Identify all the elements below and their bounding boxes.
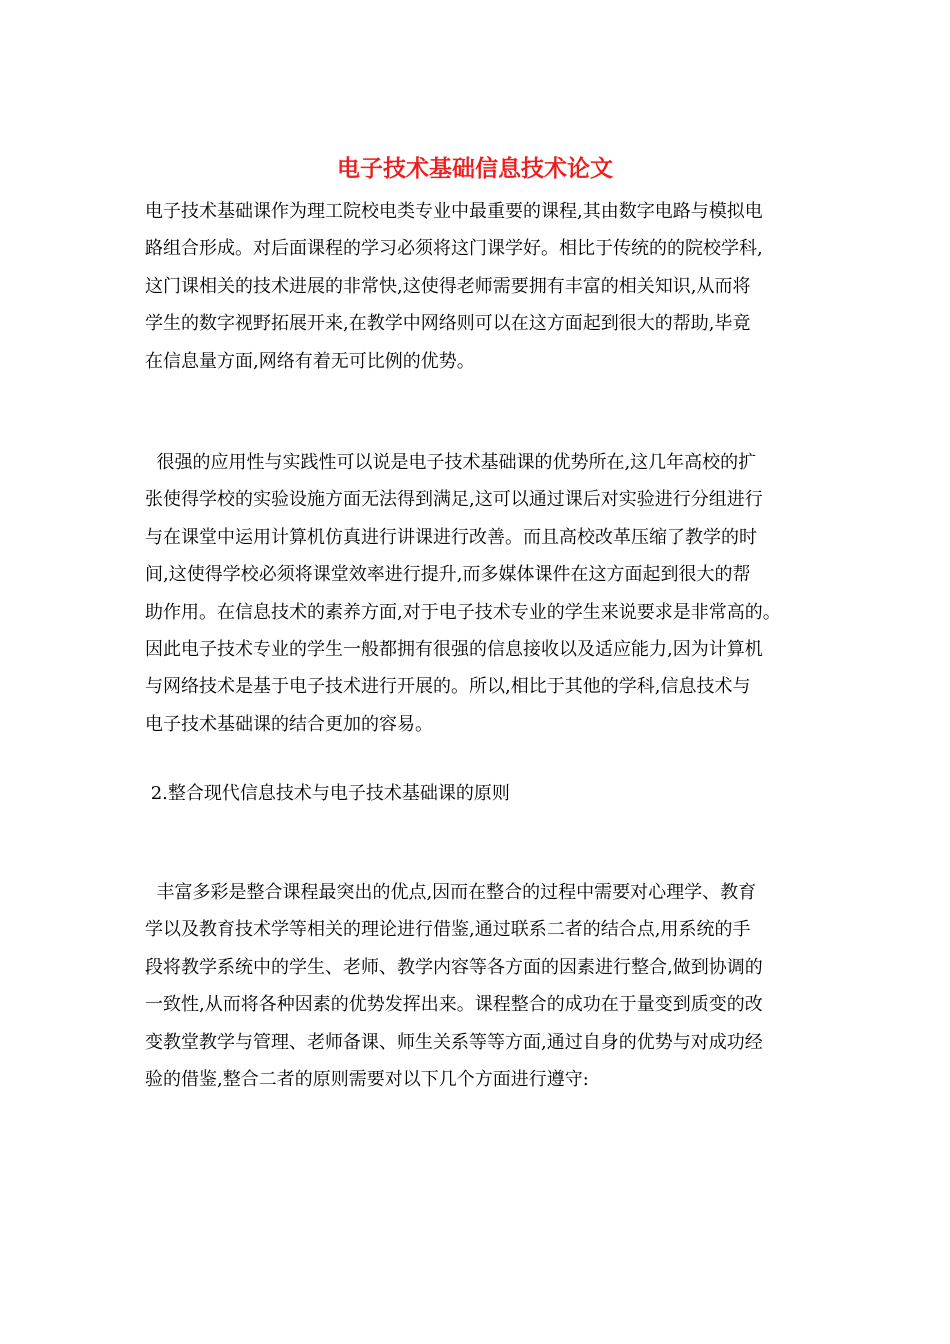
paragraph-line: 与网络技术是基于电子技术进行开展的。所以,相比于其他的学科,信息技术与 (145, 676, 751, 698)
paragraph-line: 变教堂教学与管理、老师备课、师生关系等等方面,通过自身的优势与对成功经 (145, 1031, 763, 1053)
paragraph-line: 电子技术基础课作为理工院校电类专业中最重要的课程,其由数字电路与模拟电 (145, 201, 763, 222)
paragraph-line: 因此电子技术专业的学生一般都拥有很强的信息接收以及适应能力,因为计算机 (145, 638, 763, 660)
section-heading (145, 775, 835, 812)
paragraph-line: 在信息量方面,网络有着无可比例的优势。 (145, 350, 475, 372)
document-title: 电子技术基础信息技术论文 (337, 155, 613, 182)
paragraph-line: 与在课堂中运用计算机仿真进行讲课进行改善。而且高校改革压缩了教学的时 (145, 526, 757, 548)
paragraph-line: 丰富多彩是整合课程最突出的优点,因而在整合的过程中需要对心理学、教育 (145, 882, 757, 903)
paragraph-application (145, 444, 835, 743)
paragraph-line: 学生的数字视野拓展开来,在教学中网络则可以在这方面起到很大的帮助,毕竟 (145, 313, 751, 335)
paragraph-line: 张使得学校的实验设施方面无法得到满足,这可以通过课后对实验进行分组进行 (145, 489, 763, 511)
paragraph-intro (145, 193, 835, 380)
paragraph-line: 一致性,从而将各种因素的优势发挥出来。课程整合的成功在于量变到质变的改 (145, 994, 763, 1016)
paragraph-line: 电子技术基础课的结合更加的容易。 (145, 713, 433, 735)
paragraph-line: 间,这使得学校必须将课堂效率进行提升,而多媒体课件在这方面起到很大的帮 (145, 564, 751, 586)
paragraph-line: 很强的应用性与实践性可以说是电子技术基础课的优势所在,这几年高校的扩 (145, 452, 757, 473)
paragraph-line: 学以及教育技术学等相关的理论进行借鉴,通过联系二者的结合点,用系统的手 (145, 919, 751, 941)
paragraph-line: 验的借鉴,整合二者的原则需要对以下几个方面进行遵守: (145, 1068, 589, 1090)
paragraph-principles (145, 874, 835, 1098)
paragraph-line: 助作用。在信息技术的素养方面,对于电子技术专业的学生来说要求是非常高的。 (145, 601, 781, 623)
paragraph-line: 这门课相关的技术进展的非常快,这使得老师需要拥有丰富的相关知识,从而将 (145, 275, 751, 297)
paragraph-line: 路组合形成。对后面课程的学习必须将这门课学好。相比于传统的的院校学科, (145, 238, 763, 260)
section-heading-text: 2.整合现代信息技术与电子技术基础课的原则 (145, 783, 510, 804)
paragraph-line: 段将教学系统中的学生、老师、教学内容等各方面的因素进行整合,做到协调的 (145, 956, 763, 978)
